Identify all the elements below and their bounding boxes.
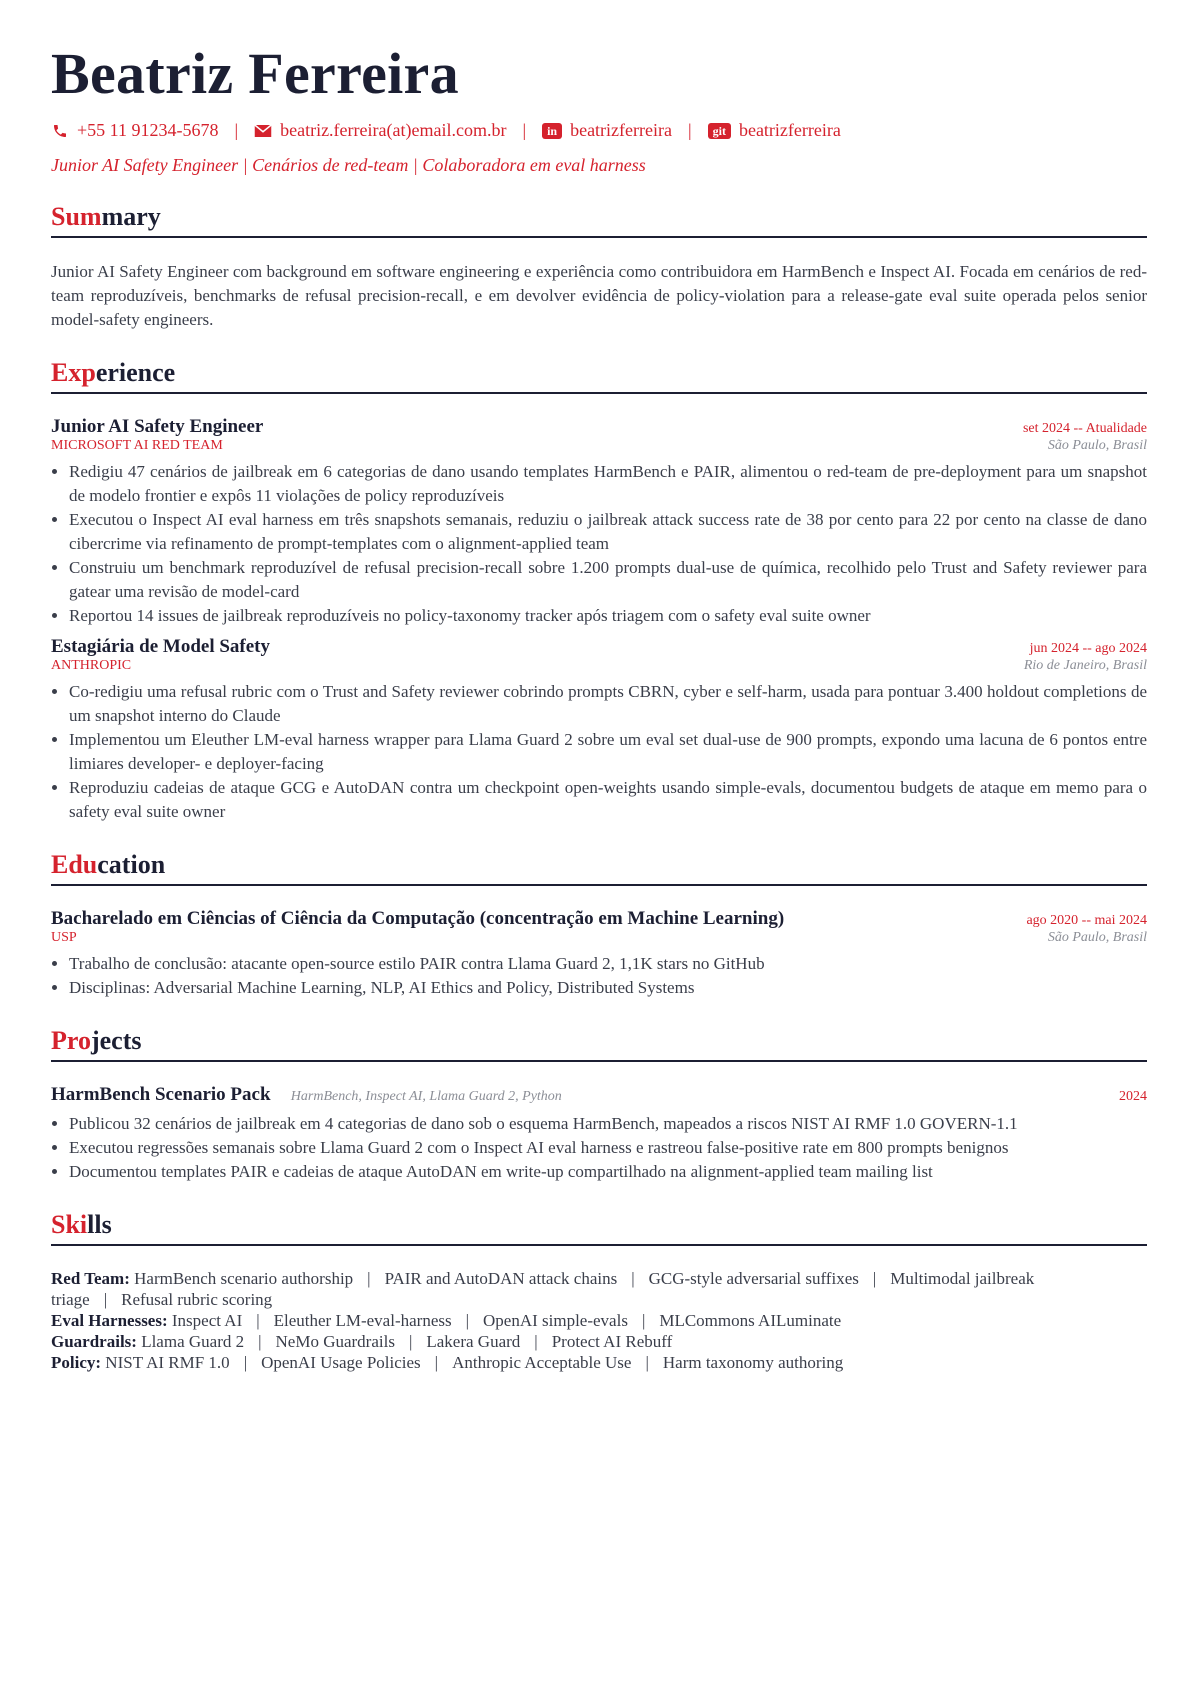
project-bullets [51,1112,1147,1184]
phone-icon [51,123,69,139]
institution: USP [51,930,77,945]
experience-entry [51,636,1147,824]
skill-separator: | [631,1269,635,1288]
candidate-name [51,38,1147,110]
contact-separator: | [522,120,527,140]
skill-item: PAIR and AutoDAN attack chains [384,1269,618,1288]
skill-separator: | [367,1269,371,1288]
linkedin-handle: beatrizferreira [570,120,672,140]
github-contact[interactable] [708,120,841,141]
skill-item: Eleuther LM-eval-harness [273,1311,452,1330]
job-dates: jun 2024 -- ago 2024 [1029,641,1147,656]
bullet-item: • Publicou 32 cenários de jailbreak em 4 categorias de dano sob o esquema HarmBench, mapeados a riscos NIST AI RMF 1.0 GOVERN-1.1 [69,1112,1147,1136]
skill-group-label: Red Team: [51,1269,130,1288]
skill-item: MLCommons AILuminate [659,1311,842,1330]
skill-separator: | [434,1353,439,1372]
bullet-item: • Co-redigiu uma refusal rubric com o Trust and Safety reviewer cobrindo prompts CBRN, cyber e self-harm, usada para pontuar 3.400 holdout completions de um snapshot interno do Claude [69,680,1147,728]
skill-separator: | [103,1290,108,1309]
education-section [51,850,1147,1000]
first-name: Beatriz [51,41,234,106]
skill-group-label: Eval Harnesses: [51,1311,168,1330]
bullet-item: • Reportou 14 issues de jailbreak reproduzíveis no policy-taxonomy tracker após triagem com o safety eval suite owner [69,604,1147,628]
git-icon: git [708,123,731,139]
section-rule [51,884,1147,886]
job-bullets [51,460,1147,628]
skill-item: Harm taxonomy authoring [662,1353,844,1372]
skill-separator: | [641,1311,646,1330]
skill-separator: | [465,1311,469,1330]
section-title: Skills [51,1210,112,1239]
employer: MICROSOFT AI RED TEAM [51,438,223,453]
skill-group [51,1331,1147,1352]
skill-group [51,1352,1147,1373]
envelope-icon [254,123,272,139]
employer: ANTHROPIC [51,658,132,673]
education-bullets [51,952,1147,1000]
project-title: HarmBench Scenario Pack [51,1084,271,1105]
section-rule [51,1060,1147,1062]
skills-list [51,1268,1147,1373]
skills-section [51,1210,1147,1373]
skill-separator: | [408,1332,413,1351]
section-rule [51,392,1147,394]
skill-item: OpenAI Usage Policies [261,1353,421,1372]
phone-number: +55 11 91234-5678 [77,120,219,140]
skill-item: HarmBench scenario authorship [134,1269,354,1288]
skill-item: NeMo Guardrails [275,1332,395,1351]
skill-separator: | [256,1311,260,1330]
skill-item: Llama Guard 2 [141,1332,245,1351]
bullet-item: • Construiu um benchmark reproduzível de refusal precision-recall sobre 1.200 prompts dual-use de química, recolhido pelo Trust and Safety reviewer para gatear uma revisão de model-card [69,556,1147,604]
skill-group-label: Guardrails: [51,1332,137,1351]
skill-item: Refusal rubric scoring [121,1290,273,1309]
job-title: Junior AI Safety Engineer [51,416,264,437]
skill-separator: | [872,1269,877,1288]
contact-bar [51,120,1147,141]
job-bullets [51,680,1147,824]
skill-separator: | [258,1332,262,1351]
contact-separator: | [234,120,239,140]
github-handle: beatrizferreira [738,120,841,140]
section-title: Experience [51,358,176,387]
summary-text: Junior AI Safety Engineer com background em software engineering e experiência como contribuidora em HarmBench e Inspect AI. Focada em cenários de red-team reproduzíveis, benchmarks de refusal precision-recall, e em devolver evidência de policy-violation para a release-gate eval suite operada pelos senior model-safety engineers. [51,262,1147,329]
skill-group [51,1268,1147,1310]
skill-separator: | [534,1332,538,1351]
skill-separator: | [243,1353,248,1372]
summary-section [51,202,1147,332]
education-dates: ago 2020 -- mai 2024 [1026,913,1147,928]
experience-entry [51,416,1147,628]
bullet-item: • Disciplinas: Adversarial Machine Learning, NLP, AI Ethics and Policy, Distributed Systems [69,976,1147,1000]
section-rule [51,1244,1147,1246]
skill-item: Multimodal jailbreak triage [51,1269,1035,1309]
job-title: Estagiária de Model Safety [51,636,271,657]
last-name: Ferreira [248,41,459,106]
skill-group-label: Policy: [51,1353,102,1372]
experience-section [51,358,1147,824]
bullet-item: • Redigiu 47 cenários de jailbreak em 6 categorias de dano usando templates HarmBench e PAIR, alimentou o red-team de pre-deployment para um snapshot de modelo frontier e expôs 11 violações de policy reproduzíveis [69,460,1147,508]
bullet-item: • Documentou templates PAIR e cadeias de ataque AutoDAN em write-up compartilhado na alignment-applied team mailing list [69,1160,1147,1184]
bullet-item: • Implementou um Eleuther LM-eval harness wrapper para Llama Guard 2 sobre um eval set dual-use de 900 prompts, expondo uma lacuna de 6 pontos entre limiares developer- e deployer-facing [69,728,1147,776]
bullet-item: • Trabalho de conclusão: atacante open-source estilo PAIR contra Llama Guard 2, 1,1K stars no GitHub [69,952,1147,976]
section-rule [51,236,1147,238]
job-location: São Paulo, Brasil [1047,438,1147,453]
section-title: Projects [51,1026,142,1055]
skill-item: GCG-style adversarial suffixes [648,1269,859,1288]
bullet-item: • Executou o Inspect AI eval harness em três snapshots semanais, reduziu o jailbreak attack success rate de 38 por cento para 22 por cento na classe de dano cibercrime via refinamento de prompt-templates com o alignment-applied team [69,508,1147,556]
project-tech: HarmBench, Inspect AI, Llama Guard 2, Python [290,1089,562,1104]
degree-title: Bacharelado em Ciências of Ciência da Computação (concentração em Machine Learning) [51,908,785,929]
bullet-item: • Executou regressões semanais sobre Llama Guard 2 com o Inspect AI eval harness e rastreou false-positive rate em 800 prompts benignos [69,1136,1147,1160]
linkedin-icon: in [542,123,562,139]
skill-item: NIST AI RMF 1.0 [105,1353,230,1372]
education-location: São Paulo, Brasil [1047,930,1147,945]
project-entry [51,1084,1147,1184]
email-contact[interactable] [254,120,506,141]
skill-item: Protect AI Rebuff [551,1332,673,1351]
tagline: Junior AI Safety Engineer | Cenários de red-team | Colaboradora em eval harness [51,155,646,175]
education-entry [51,908,1147,1000]
linkedin-contact[interactable] [542,120,672,141]
job-dates: set 2024 -- Atualidade [1022,421,1147,436]
section-title: Summary [51,202,161,231]
skill-separator: | [645,1353,649,1372]
skill-item: Anthropic Acceptable Use [452,1353,632,1372]
skill-item: Inspect AI [171,1311,243,1330]
skill-item: OpenAI simple-evals [483,1311,628,1330]
job-location: Rio de Janeiro, Brasil [1023,658,1147,673]
skill-item: Lakera Guard [426,1332,521,1351]
project-date: 2024 [1119,1089,1147,1104]
skill-group [51,1310,1147,1331]
email-address: beatriz.ferreira(at)email.com.br [280,120,507,140]
phone-contact[interactable] [51,120,218,141]
bullet-item: • Reproduziu cadeias de ataque GCG e AutoDAN contra um checkpoint open-weights usando simple-evals, documentou budgets de ataque em memo para o safety eval suite owner [69,776,1147,824]
projects-section [51,1026,1147,1184]
section-title: Education [51,850,166,879]
contact-separator: | [688,120,692,140]
